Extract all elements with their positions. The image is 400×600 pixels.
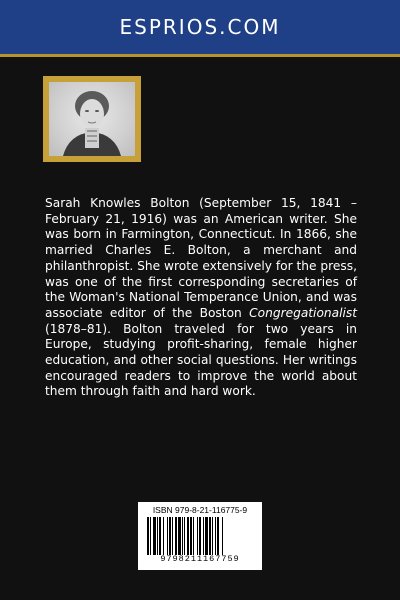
isbn-label: ISBN 979-8-21-116775-9 [152, 505, 248, 515]
barcode-bar [217, 517, 219, 555]
barcode-digits: 9798211167759 [160, 554, 240, 564]
barcode-bar [159, 517, 161, 555]
barcode-bar [212, 517, 213, 555]
portrait-photo-icon [49, 82, 135, 156]
barcode-bar [147, 517, 149, 555]
brand-title: ESPRIOS.COM [119, 15, 281, 39]
portrait-frame [43, 76, 141, 162]
barcode-bar [153, 517, 156, 555]
barcode-bar [193, 517, 194, 555]
barcode-bar [197, 517, 198, 555]
barcode-bar [203, 517, 204, 555]
barcode-bar [209, 517, 211, 555]
bio-italic-title: Congregationalist [249, 305, 357, 320]
isbn-barcode-box [138, 502, 262, 570]
barcode-bar [175, 517, 177, 555]
barcode-bar [199, 517, 201, 555]
barcode-bar [157, 517, 158, 555]
barcode-bar [150, 517, 151, 555]
bio-text-part1: Sarah Knowles Bolton (September 15, 1841 – February 21, 1916) was an American writer. She was born in Farmington, Connecticut. In 1866, she married Charles E. Bolton, a merchant and philanthropist. She wrote extensively for the press, was one of the first corresponding secretaries of the Woman's National Temperance Union, and was associate editor of the Boston [45, 196, 357, 320]
barcode-bar [163, 517, 164, 555]
barcode-bar [190, 517, 192, 555]
bio-text-part2: (1878–81). Bolton traveled for two years in Europe, studying profit-sharing, female higher education, and other social questions. Her writings encouraged readers to improve the world about them through faith and hard work. [45, 321, 357, 399]
barcode-bar [222, 517, 223, 555]
barcode-bar [167, 517, 168, 555]
barcode-icon [145, 517, 255, 555]
barcode-bar [205, 517, 208, 555]
author-biography [45, 196, 357, 400]
barcode-bar [178, 517, 181, 555]
header-banner [0, 0, 400, 57]
barcode-bar [187, 517, 189, 555]
barcode-bar [169, 517, 171, 555]
barcode-bar [172, 517, 173, 555]
barcode-bar [215, 517, 216, 555]
barcode-bar [182, 517, 183, 555]
barcode-bar [184, 517, 185, 555]
